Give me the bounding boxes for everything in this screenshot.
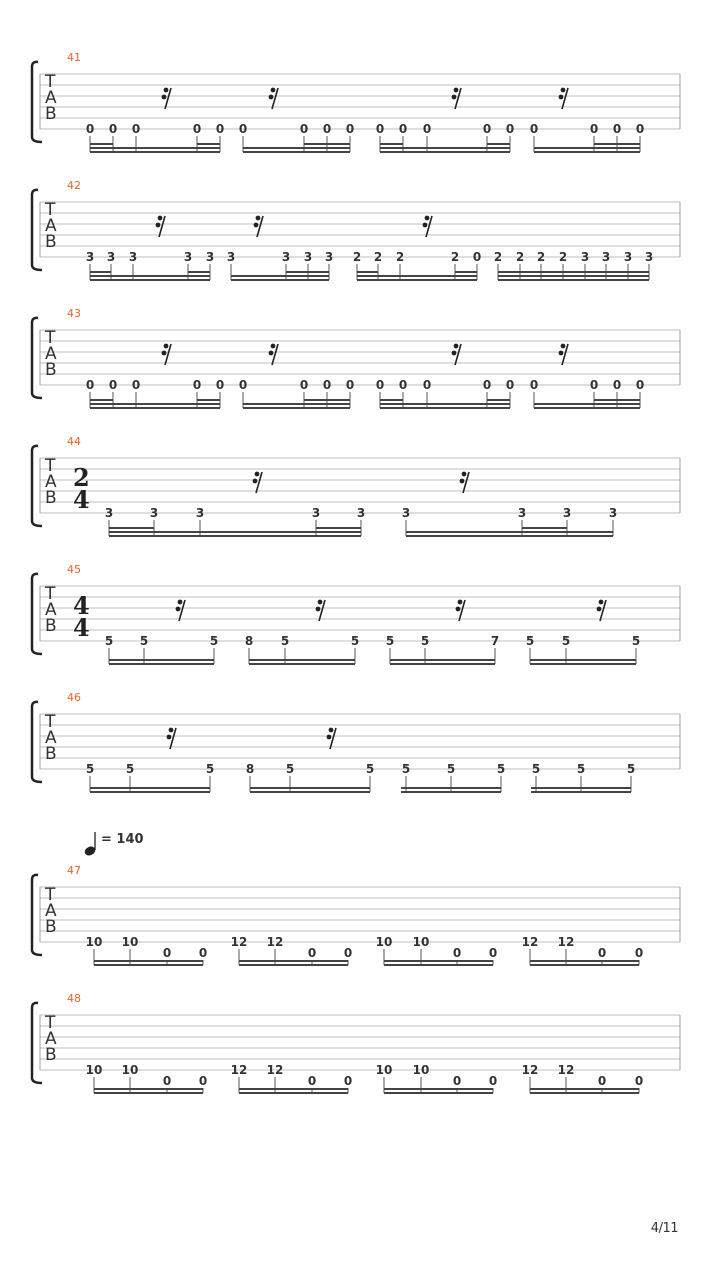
fret-number: 5 xyxy=(385,634,395,648)
fret-number: 10 xyxy=(375,935,393,949)
measure-number: 48 xyxy=(67,992,81,1005)
rest-flag xyxy=(452,351,457,356)
fret-number: 2 xyxy=(395,250,405,264)
fret-number: 2 xyxy=(536,250,546,264)
fret-number: 3 xyxy=(205,250,215,264)
rest-flag xyxy=(452,95,457,100)
fret-number: 5 xyxy=(104,634,114,648)
fret-number: 3 xyxy=(149,506,159,520)
rest-flag xyxy=(162,351,167,356)
rest-flag xyxy=(559,351,564,356)
fret-number: 0 xyxy=(635,378,645,392)
tab-clef-letter: A xyxy=(45,728,57,748)
fret-number: 12 xyxy=(557,935,575,949)
fret-number: 5 xyxy=(280,634,290,648)
fret-number: 0 xyxy=(131,378,141,392)
fret-number: 12 xyxy=(521,935,539,949)
rest-flag xyxy=(269,95,274,100)
fret-number: 0 xyxy=(162,1074,172,1088)
fret-number: 0 xyxy=(108,122,118,136)
fret-number: 0 xyxy=(131,122,141,136)
rest-flag xyxy=(271,344,276,349)
fret-number: 0 xyxy=(322,122,332,136)
fret-number: 3 xyxy=(356,506,366,520)
fret-number: 5 xyxy=(446,762,456,776)
fret-number: 0 xyxy=(529,122,539,136)
fret-number: 0 xyxy=(198,946,208,960)
rest-flag xyxy=(597,607,602,612)
fret-number: 0 xyxy=(238,122,248,136)
fret-number: 5 xyxy=(561,634,571,648)
fret-number: 5 xyxy=(209,634,219,648)
rest-flag xyxy=(561,344,566,349)
fret-number: 5 xyxy=(365,762,375,776)
fret-number: 0 xyxy=(398,378,408,392)
fret-number: 0 xyxy=(85,378,95,392)
rest-flag xyxy=(425,216,430,221)
fret-number: 3 xyxy=(608,506,618,520)
tab-clef-letter: A xyxy=(45,472,57,492)
tempo-text: = 140 xyxy=(101,832,144,847)
rest-flag xyxy=(162,95,167,100)
fret-number: 12 xyxy=(230,935,248,949)
tab-clef-letter: B xyxy=(45,104,57,124)
tab-clef-letter: T xyxy=(45,1013,56,1033)
rest-flag xyxy=(462,472,467,477)
tab-clef-letter: B xyxy=(45,1045,57,1065)
fret-number: 3 xyxy=(601,250,611,264)
fret-number: 8 xyxy=(245,762,255,776)
rest-flag xyxy=(253,479,258,484)
fret-number: 5 xyxy=(125,762,135,776)
measure-number: 45 xyxy=(67,563,81,576)
fret-number: 3 xyxy=(104,506,114,520)
rest-flag xyxy=(423,223,428,228)
fret-number: 3 xyxy=(401,506,411,520)
tab-clef-letter: T xyxy=(45,456,56,476)
fret-number: 8 xyxy=(244,634,254,648)
fret-number: 0 xyxy=(375,122,385,136)
time-signature-bottom: 4 xyxy=(73,613,90,642)
measure-number: 46 xyxy=(67,691,81,704)
fret-number: 0 xyxy=(108,378,118,392)
rest-flag xyxy=(559,95,564,100)
page-number: 4/11 xyxy=(650,1221,678,1236)
rest-flag xyxy=(158,216,163,221)
rest-flag xyxy=(255,472,260,477)
fret-number: 2 xyxy=(352,250,362,264)
fret-number: 12 xyxy=(557,1063,575,1077)
rest-flag xyxy=(269,351,274,356)
fret-number: 0 xyxy=(215,378,225,392)
tab-clef-letter: T xyxy=(45,72,56,92)
fret-number: 5 xyxy=(576,762,586,776)
fret-number: 5 xyxy=(401,762,411,776)
tab-clef-letter: A xyxy=(45,600,57,620)
fret-number: 12 xyxy=(521,1063,539,1077)
fret-number: 3 xyxy=(324,250,334,264)
fret-number: 0 xyxy=(482,122,492,136)
fret-number: 0 xyxy=(597,946,607,960)
rest-flag xyxy=(454,344,459,349)
fret-number: 0 xyxy=(472,250,482,264)
fret-number: 7 xyxy=(490,634,500,648)
fret-number: 0 xyxy=(85,122,95,136)
fret-number: 0 xyxy=(597,1074,607,1088)
fret-number: 0 xyxy=(343,946,353,960)
fret-number: 3 xyxy=(128,250,138,264)
fret-number: 3 xyxy=(562,506,572,520)
tab-clef-letter: B xyxy=(45,488,57,508)
fret-number: 5 xyxy=(496,762,506,776)
rest-flag xyxy=(456,607,461,612)
fret-number: 10 xyxy=(412,935,430,949)
fret-number: 0 xyxy=(612,122,622,136)
tab-clef-letter: A xyxy=(45,216,57,236)
fret-number: 0 xyxy=(215,122,225,136)
fret-number: 2 xyxy=(515,250,525,264)
tab-clef-letter: T xyxy=(45,328,56,348)
fret-number: 0 xyxy=(589,378,599,392)
fret-number: 0 xyxy=(238,378,248,392)
fret-number: 5 xyxy=(626,762,636,776)
fret-number: 12 xyxy=(266,935,284,949)
fret-number: 10 xyxy=(412,1063,430,1077)
fret-number: 0 xyxy=(422,378,432,392)
fret-number: 0 xyxy=(162,946,172,960)
fret-number: 0 xyxy=(452,946,462,960)
time-signature-bottom: 4 xyxy=(73,485,90,514)
tab-clef-letter: B xyxy=(45,616,57,636)
fret-number: 0 xyxy=(589,122,599,136)
rest-flag xyxy=(176,607,181,612)
fret-number: 0 xyxy=(635,122,645,136)
measure-number: 43 xyxy=(67,307,81,320)
time-signature-top: 4 xyxy=(73,591,90,620)
fret-number: 5 xyxy=(531,762,541,776)
tab-clef-letter: T xyxy=(45,584,56,604)
fret-number: 0 xyxy=(192,378,202,392)
rest-flag xyxy=(316,607,321,612)
fret-number: 2 xyxy=(558,250,568,264)
fret-number: 3 xyxy=(303,250,313,264)
tab-clef-letter: T xyxy=(45,712,56,732)
rest-flag xyxy=(156,223,161,228)
tab-clef-letter: T xyxy=(45,885,56,905)
fret-number: 0 xyxy=(505,122,515,136)
fret-number: 0 xyxy=(634,946,644,960)
fret-number: 5 xyxy=(631,634,641,648)
fret-number: 3 xyxy=(195,506,205,520)
rest-flag xyxy=(178,600,183,605)
rest-flag xyxy=(329,728,334,733)
fret-number: 10 xyxy=(121,935,139,949)
rest-flag xyxy=(454,88,459,93)
fret-number: 0 xyxy=(398,122,408,136)
fret-number: 0 xyxy=(307,946,317,960)
rest-flag xyxy=(271,88,276,93)
rest-flag xyxy=(167,735,172,740)
rest-flag xyxy=(169,728,174,733)
fret-number: 0 xyxy=(307,1074,317,1088)
fret-number: 3 xyxy=(311,506,321,520)
fret-number: 5 xyxy=(85,762,95,776)
fret-number: 0 xyxy=(299,122,309,136)
rest-flag xyxy=(599,600,604,605)
rest-flag xyxy=(164,344,169,349)
rest-flag xyxy=(318,600,323,605)
fret-number: 3 xyxy=(106,250,116,264)
fret-number: 3 xyxy=(281,250,291,264)
fret-number: 3 xyxy=(580,250,590,264)
fret-number: 5 xyxy=(525,634,535,648)
fret-number: 5 xyxy=(350,634,360,648)
fret-number: 0 xyxy=(488,946,498,960)
measure-number: 44 xyxy=(67,435,81,448)
rest-flag xyxy=(254,223,259,228)
fret-number: 0 xyxy=(345,378,355,392)
tab-clef-letter: A xyxy=(45,1029,57,1049)
fret-number: 0 xyxy=(422,122,432,136)
tab-clef-letter: A xyxy=(45,901,57,921)
rest-flag xyxy=(561,88,566,93)
fret-number: 0 xyxy=(452,1074,462,1088)
fret-number: 0 xyxy=(482,378,492,392)
fret-number: 3 xyxy=(226,250,236,264)
fret-number: 0 xyxy=(634,1074,644,1088)
tab-clef-letter: A xyxy=(45,88,57,108)
fret-number: 0 xyxy=(488,1074,498,1088)
fret-number: 0 xyxy=(612,378,622,392)
rest-flag xyxy=(164,88,169,93)
tab-clef-letter: B xyxy=(45,232,57,252)
rest-flag xyxy=(460,479,465,484)
fret-number: 5 xyxy=(139,634,149,648)
tab-clef-letter: B xyxy=(45,360,57,380)
fret-number: 0 xyxy=(322,378,332,392)
tab-clef-letter: B xyxy=(45,744,57,764)
fret-number: 0 xyxy=(529,378,539,392)
fret-number: 2 xyxy=(373,250,383,264)
fret-number: 12 xyxy=(230,1063,248,1077)
fret-number: 0 xyxy=(198,1074,208,1088)
fret-number: 0 xyxy=(345,122,355,136)
fret-number: 10 xyxy=(121,1063,139,1077)
fret-number: 0 xyxy=(375,378,385,392)
fret-number: 0 xyxy=(192,122,202,136)
fret-number: 5 xyxy=(420,634,430,648)
fret-number: 12 xyxy=(266,1063,284,1077)
fret-number: 5 xyxy=(285,762,295,776)
rest-flag xyxy=(458,600,463,605)
fret-number: 10 xyxy=(85,935,103,949)
fret-number: 2 xyxy=(493,250,503,264)
fret-number: 3 xyxy=(183,250,193,264)
fret-number: 3 xyxy=(623,250,633,264)
time-signature-top: 2 xyxy=(73,463,90,492)
fret-number: 0 xyxy=(343,1074,353,1088)
rest-flag xyxy=(256,216,261,221)
tab-clef-letter: B xyxy=(45,917,57,937)
measure-number: 47 xyxy=(67,864,81,877)
measure-number: 41 xyxy=(67,51,81,64)
fret-number: 3 xyxy=(517,506,527,520)
tab-clef-letter: A xyxy=(45,344,57,364)
fret-number: 2 xyxy=(450,250,460,264)
fret-number: 3 xyxy=(644,250,654,264)
fret-number: 0 xyxy=(505,378,515,392)
rest-flag xyxy=(327,735,332,740)
fret-number: 3 xyxy=(85,250,95,264)
fret-number: 10 xyxy=(85,1063,103,1077)
fret-number: 10 xyxy=(375,1063,393,1077)
measure-number: 42 xyxy=(67,179,81,192)
fret-number: 5 xyxy=(205,762,215,776)
fret-number: 0 xyxy=(299,378,309,392)
tab-clef-letter: T xyxy=(45,200,56,220)
